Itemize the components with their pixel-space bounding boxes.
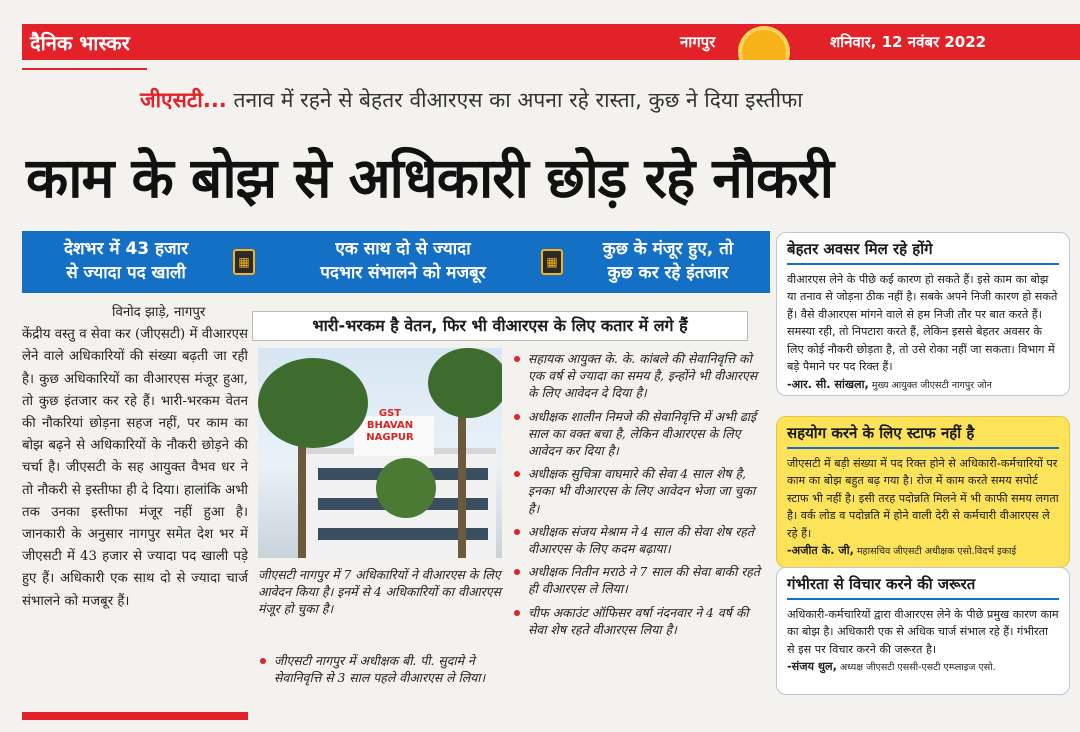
edition-city: नागपुर [680,33,716,51]
kicker-text: तनाव में रहने से बेहतर वीआरएस का अपना रहे रास्ता, कुछ ने दिया इस्तीफा [226,88,803,112]
building-icon: ▦ [233,249,255,275]
quote-box-3-text: अधिकारी-कर्मचारियों द्वारा वीआरएस लेने के पीछे प्रमुख कारण काम का बोझ है। अधिकारी एक से अधिक चार्ज संभाल रहे हैं। गंभीरता से इस पर विचार करने की जरूरत है। [787,607,1059,656]
tree-left [258,358,368,448]
box-rule [787,447,1059,449]
article-body: केंद्रीय वस्तु व सेवा कर (जीएसटी) में वीआरएस लेने वाले अधिकारियों की संख्या बढ़ती जा रही है। कुछ अधिकारियों का वीआरएस मंजूर हुआ, तो कुछ इंतजार कर रहे हैं। भारी-भरकम वेतन की नौकरियां छोड़ना सहज नहीं, पर काम का बोझ बढ़ने से अधिकारियों के नौकरी छोड़ने की चर्चा है। जीएसटी के सह आयुक्त वैभव धर ने तो नौकरी से इस्तीफा ही दे दिया। हालांकि अभी तक उनका इस्तीफा मंजूर नहीं हुआ है। जानकारी के अनुसार नागपुर समेत देश भर में जीएसटी में 43 हजार से ज्यादा पद खाली पड़े हुए हैं। अधिकारी एक साथ दो से ज्यादा चार्ज संभालने को मजबूर हैं। [22,327,248,609]
sign-line-1: GST [378,408,402,419]
palm-center [376,458,436,518]
section-subhead: भारी-भरकम है वेतन, फिर भी वीआरएस के लिए कतार में लगे हैं [252,311,748,341]
highlight-3-line-2: कुछ कर रहे इंतजार [607,263,729,283]
gst-bhavan-photo [258,348,502,558]
quote-box-1-attribution [787,376,1059,395]
top-rule [22,68,147,70]
highlight-2 [272,237,534,285]
newspaper-brand: दैनिक भास्कर [30,31,130,55]
bullet-item: अधीक्षक संजय मेश्राम ने 4 साल की सेवा शेष रहते वीआरएस के लिए कदम बढ़ाया। [514,523,764,557]
quote-box-2-attribution [787,542,1059,561]
quote-box-1 [776,232,1070,396]
bottom-rule [22,712,248,720]
box-rule [787,598,1059,600]
quote-box-1-name: -आर. सी. सांखला, [787,377,869,391]
tree-right [428,348,502,418]
bullet-item: अधीक्षक नितीन मराठे ने 7 साल की सेवा बाकी रहते ही वीआरएस ले लिया। [514,563,764,597]
highlight-2-line-1: एक साथ दो से ज्यादा [335,239,471,259]
quote-box-3-role: अध्यक्ष जीएसटी एससी-एसटी एम्प्लाइज एसो. [836,662,996,673]
highlight-1-line-1: देशभर में 43 हजार [63,239,189,259]
article-body-column [22,302,248,613]
byline: विनोद झाड़े, नागपुर [112,305,206,320]
sun-logo-icon [742,30,786,60]
bullet-item: चीफ अकाउंट ऑफिसर वर्षा नंदनवार ने 4 वर्ष की सेवा शेष रहते वीआरएस लिया है। [514,604,764,638]
bullet-item: अधीक्षक शालीन निमजे की सेवानिवृत्ति में अभी ढाई साल का वक्त बचा है, लेकिन वीआरएस के लिए आवेदन कर दिया है। [514,408,764,460]
bullet-list [514,350,764,644]
quote-box-2 [776,416,1070,568]
quote-box-3 [776,567,1070,695]
kicker-label: जीएसटी... [140,88,227,112]
quote-box-3-attribution [787,658,1059,677]
building-sign [354,408,426,444]
bullet-item: जीएसटी नागपुर में अधीक्षक बी. पी. सुदामे ने सेवानिवृत्ति से 3 साल पहले वीआरएस ले लिया। [258,652,502,686]
building-icon: ▦ [541,249,563,275]
bullet-item: अधीक्षक सुचित्रा वाघमारे की सेवा 4 साल शेष है, इनका भी वीआरएस के लिए आवेदन भेजा जा चुका है। [514,465,764,517]
quote-box-3-title: गंभीरता से विचार करने की जरूरत [787,575,976,593]
masthead-bar [22,24,1080,60]
edition-date: शनिवार, 12 नवंबर 2022 [830,33,987,51]
highlight-1-line-2: से ज्यादा पद खाली [66,263,186,283]
sign-line-3: NAGPUR [366,432,414,443]
quote-box-2-name: -अजीत के. जी, [787,544,854,557]
highlight-1 [22,237,230,285]
kicker-line [140,86,803,114]
highlight-2-line-2: पदभार संभालने को मजबूर [320,263,486,283]
quote-box-1-title: बेहतर अवसर मिल रहे होंगे [787,240,933,258]
box-rule [787,263,1059,265]
quote-box-3-name: -संजय थुल, [787,660,837,673]
highlights-strip [22,231,770,293]
main-headline: काम के बोझ से अधिकारी छोड़ रहे नौकरी [26,146,834,210]
photo-caption: जीएसटी नागपुर में 7 अधिकारियों ने वीआरएस के लिए आवेदन किया है। इनमें से 4 अधिकारियों का वीआरएस मंजूर हो चुका है। [258,567,502,616]
sign-line-2: BHAVAN [366,420,414,431]
highlight-3 [570,237,766,285]
quote-box-2-text: जीएसटी में बड़ी संख्या में पद रिक्त होने से अधिकारी-कर्मचारियों पर काम का बोझ बहुत बढ़ गया है। रोज में काम करते समय सपोर्ट स्टाफ भी नहीं है। इसी तरह पदोन्नति मिलने में भी काफी समय लगता है। वर्क लोड व पदोन्नति में होने वाली देरी से कर्मचारी वीआरएस ले रहे हैं। [787,456,1059,540]
quote-box-1-text: वीआरएस लेने के पीछे कई कारण हो सकते हैं। इसे काम का बोझ या तनाव से जोड़ना ठीक नहीं है। सबके अपने निजी कारण हो सकते हैं। वैसे वीआरएस मांगने वाले से हम निजी तौर पर बात करते हैं। समस्या रही, तो निपटारा करते हैं, लेकिन इससे बेहतर अवसर के लिए कोई नौकरी छोड़ता है, तो उसे रोका नहीं जा सकता। विभाग में बड़े पैमाने पर पद रिक्त हैं। [787,272,1058,373]
quote-box-2-role: महासचिव जीएसटी अधीक्षक एसो.विदर्भ इकाई [853,546,1017,557]
highlight-3-line-1: कुछ के मंजूर हुए, तो [602,239,734,259]
quote-box-1-role: मुख्य आयुक्त जीएसटी नागपुर जोन [868,379,992,391]
bullet-item: सहायक आयुक्त के. के. कांबले की सेवानिवृत्ति को एक वर्ष से ज्यादा का समय है, इन्होंने भी वीआरएस के लिए आवेदन दे दिया है। [514,350,764,402]
quote-box-2-title: सहयोग करने के लिए स्टाफ नहीं है [787,424,975,442]
